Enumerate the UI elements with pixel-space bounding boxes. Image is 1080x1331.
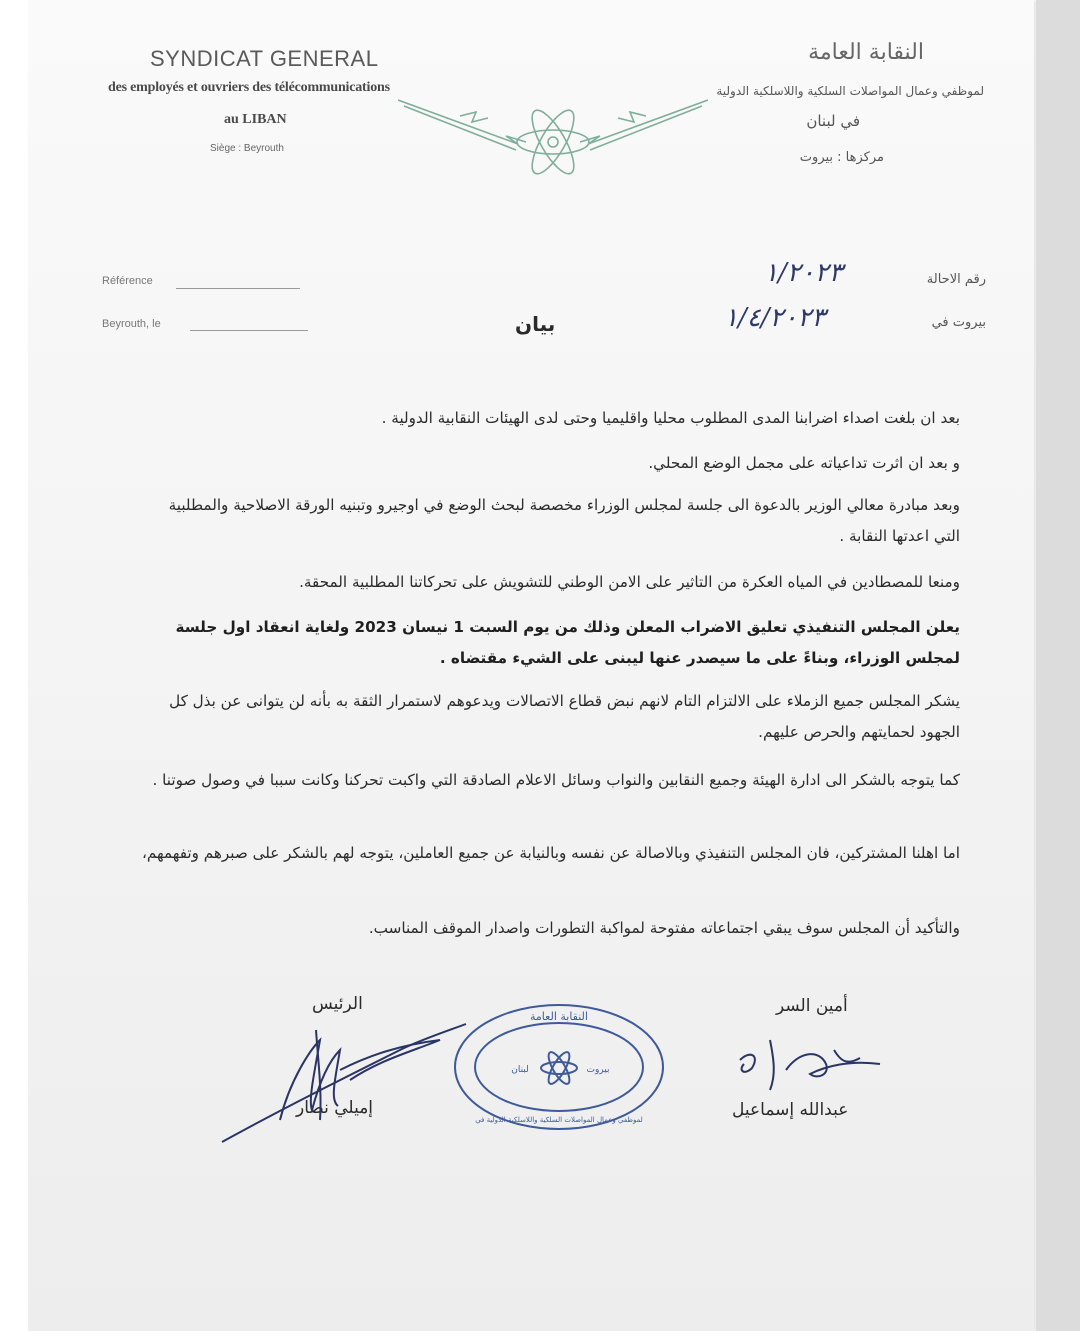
president-title: الرئيس [312, 994, 363, 1014]
paragraph: وبعد مبادرة معالي الوزير بالدعوة الى جلسة لمجلس الوزراء مخصصة لبحث الوضع في اوجيرو وتبنيه الورقة الاصلاحية والمطلبية التي اعدتها النقابة . [168, 496, 960, 545]
secretary-name: عبدالله إسماعيل [732, 1100, 849, 1120]
header-ar-title: النقابة العامة [808, 40, 924, 65]
paragraph: اما اهلنا المشتركين، فان المجلس التنفيذي وبالاصالة عن نفسه وبالنيابة عن جميع العاملين، يتوجه لهم بالشكر على صبرهم وتفهمهم، [141, 844, 960, 862]
paragraph: والتأكيد أن المجلس سوف يبقي اجتماعاته مفتوحة لمواكبة التطورات واصدار الموقف المناسب. [368, 919, 960, 937]
reference-label: Référence [102, 275, 153, 287]
paragraph-announcement: يعلن المجلس التنفيذي تعليق الاضراب المعلن وذلك من يوم السبت 1 نيسان 2023 ولغاية انعقاد اول جلسة لمجلس الوزراء، وبناءً على ما سيصدر عنها ليبنى على الشيء مقتضاه . [175, 618, 960, 667]
paragraph: بعد ان بلغت اصداء اضرابنا المدى المطلوب محليا واقليميا وحتى لدى الهيئات النقابية الدولية . [381, 409, 960, 427]
president-signature [220, 1010, 470, 1150]
header-fr-seat: Siège : Beyrouth [210, 143, 284, 154]
secretary-title: أمين السر [776, 996, 848, 1016]
statement-title: بيان [515, 312, 556, 336]
stamp-city-text: بيروت [586, 1065, 610, 1075]
stamp-country-text: لبنان [511, 1065, 529, 1075]
reference-line [176, 288, 300, 289]
header-fr-subtitle: des employés et ouvriers des télécommunications [108, 80, 390, 95]
handwritten-reference: ١/٢٠٢٣ [764, 258, 843, 288]
header-ar-seat: مركزها : بيروت [799, 150, 884, 165]
header-fr-country: au LIBAN [224, 112, 287, 127]
secretary-signature [730, 1030, 890, 1100]
atom-emblem-icon [398, 92, 708, 182]
header-fr-title: SYNDICAT GENERAL [150, 46, 379, 71]
scan-frame-border [1036, 0, 1080, 1331]
paragraph: ومنعا للمصطادين في المياه العكرة من التاثير على الامن الوطني للتشويش على تحركاتنا المطلبية المحقة. [299, 573, 960, 591]
president-name: إميلي نصار [296, 1098, 374, 1118]
header-ar-country: في لبنان [806, 112, 860, 130]
paragraph: و بعد ان اثرت تداعياته على مجمل الوضع المحلي. [648, 454, 960, 472]
union-stamp [452, 1002, 666, 1132]
date-label: Beyrouth, le [102, 318, 161, 330]
ar-date-label: بيروت في [931, 315, 986, 330]
date-line [190, 330, 308, 331]
stamp-top-text: النقابة العامة [530, 1010, 588, 1023]
paragraph: كما يتوجه بالشكر الى ادارة الهيئة وجميع النقابين والنواب وسائل الاعلام الصادقة التي واكبت تحركنا وكانت سببا في وصول صوتنا . [152, 771, 960, 789]
ar-reference-label: رقم الاحالة [926, 272, 986, 287]
stamp-ring-text: لموظفي وعمال المواصلات السلكية واللاسلكية الدولية في [475, 1116, 643, 1124]
paragraph: يشكر المجلس جميع الزملاء على الالتزام التام لانهم نبض قطاع الاتصالات ويدعوهم لاستمرار الثقة به بأنه لن يتوانى عن بذل كل الجهود لحمايتهم والحرص عليهم. [169, 692, 960, 741]
header-ar-subtitle: لموظفي وعمال المواصلات السلكية واللاسلكية الدولية [716, 84, 984, 98]
handwritten-date: ١/٤/٢٠٢٣ [724, 303, 826, 333]
